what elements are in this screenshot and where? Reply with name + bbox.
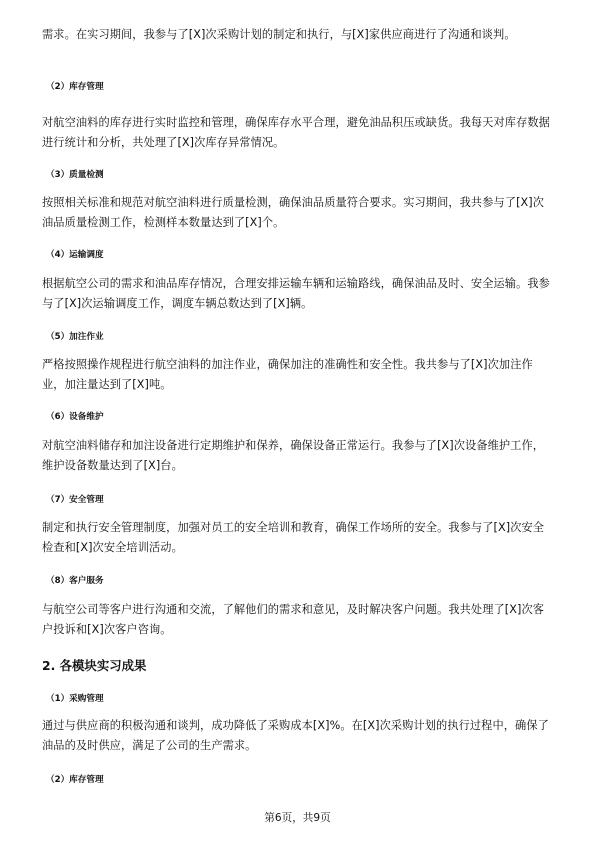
heading-safety-management: （7）安全管理: [46, 495, 104, 505]
paragraph-transport-dispatch: 根据航空公司的需求和油品库存情况，合理安排运输车辆和运输路线，确保油品及时、安全运输。我参与了[X]次运输调度工作，调度车辆总数达到了[X]辆。: [42, 277, 550, 310]
heading-customer-service: （8）客户服务: [46, 576, 104, 586]
paragraph-refueling-operation: 严格按照操作规程进行航空油料的加注作业，确保加注的准确性和安全性。我共参与了[X]次加注作业，加注量达到了[X]吨。: [42, 358, 533, 391]
heading-transport-dispatch: （4）运输调度: [46, 250, 104, 260]
paragraph-quality-inspection: 按照相关标准和规范对航空油料进行质量检测，确保油品质量符合要求。实习期间，我共参与了[X]次油品质量检测工作，检测样本数量达到了[X]个。: [42, 196, 545, 229]
page-number: 第6页，共9页: [264, 812, 331, 824]
heading-quality-inspection: （3）质量检测: [46, 170, 104, 180]
heading-equipment-maintenance: （6）设备维护: [46, 412, 104, 422]
paragraph-procurement-results: 通过与供应商的积极沟通和谈判，成功降低了采购成本[X]%。在[X]次采购计划的执行过程中，确保了油品的及时供应，满足了公司的生产需求。: [42, 719, 549, 752]
paragraph-customer-service: 与航空公司等客户进行沟通和交流，了解他们的需求和意见，及时解决客户问题。我共处理了[X]次客户投诉和[X]次客户咨询。: [42, 603, 545, 636]
section-heading-results: 2. 各模块实习成果: [42, 658, 147, 673]
paragraph-procurement-cont: 需求。在实习期间，我参与了[X]次采购计划的制定和执行，与[X]家供应商进行了沟通和谈判。: [42, 28, 516, 41]
heading-refueling-operation: （5）加注作业: [46, 332, 104, 342]
paragraph-inventory-management: 对航空油料的库存进行实时监控和管理，确保库存水平合理，避免油品积压或缺货。我每天对库存数据进行统计和分析，共处理了[X]次库存异常情况。: [42, 116, 550, 149]
heading-inventory-results: （2）库存管理: [46, 775, 104, 785]
paragraph-safety-management: 制定和执行安全管理制度，加强对员工的安全培训和教育，确保工作场所的安全。我参与了[X]次安全检查和[X]次安全培训活动。: [42, 521, 545, 554]
page-footer: [0, 811, 595, 825]
heading-procurement-results: （1）采购管理: [46, 694, 104, 704]
paragraph-equipment-maintenance: 对航空油料储存和加注设备进行定期维护和保养，确保设备正常运行。我参与了[X]次设备维护工作，维护设备数量达到了[X]台。: [42, 439, 545, 472]
heading-inventory-management: （2）库存管理: [46, 82, 104, 92]
document-page: [42, 0, 553, 842]
